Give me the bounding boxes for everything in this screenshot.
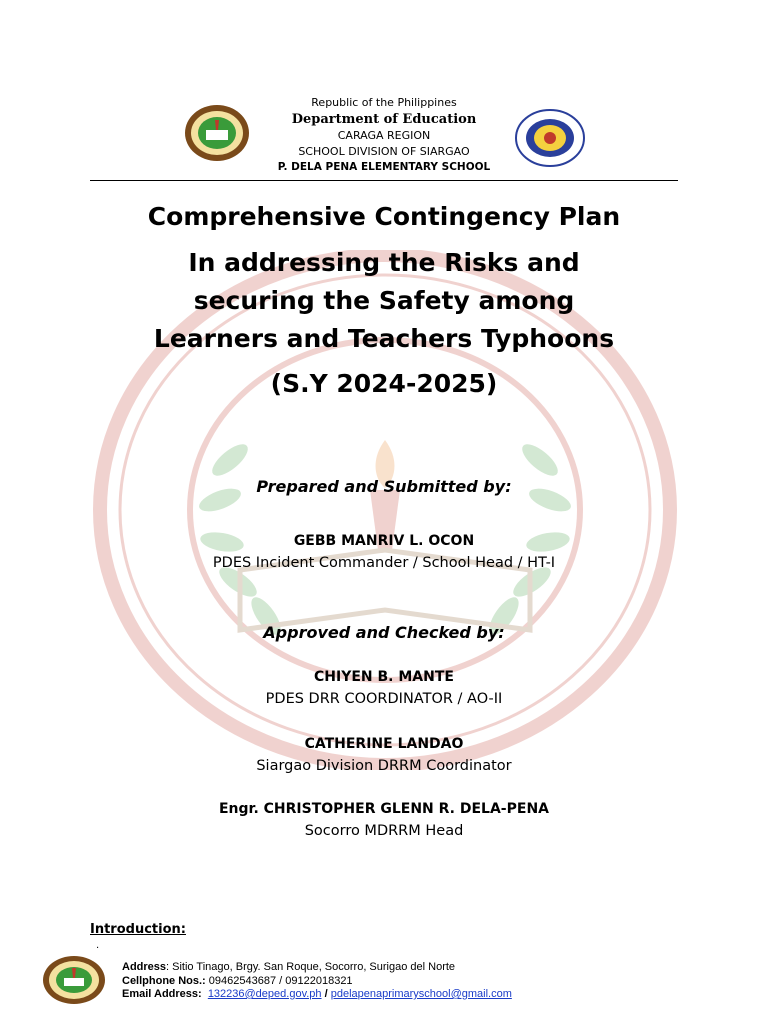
approver-1 — [60, 667, 708, 709]
school-year: (S.Y 2024-2025) — [270, 369, 498, 398]
header-divider — [90, 180, 678, 181]
approved-heading: Approved and Checked by: — [263, 623, 505, 642]
approver-3 — [60, 799, 708, 841]
region-line: CARAGA REGION — [337, 129, 431, 142]
introduction-heading: Introduction: — [90, 922, 186, 937]
subtitle-line-2: securing the Safety among — [193, 286, 575, 315]
bullet-dot: . — [96, 940, 100, 951]
address-value: : Sitio Tinago, Brgy. San Roque, Socorro, Surigao del Norte — [166, 961, 456, 973]
email-line — [122, 988, 512, 1002]
approver-name: CHIYEN B. MANTE — [314, 669, 454, 685]
preparer-name: GEBB MANRIV L. OCON — [293, 533, 475, 549]
division-line: SCHOOL DIVISION OF SIARGAO — [298, 145, 470, 158]
title-block — [60, 200, 708, 402]
main-title: Comprehensive Contingency Plan — [147, 202, 621, 231]
approver-role: PDES DRR COORDINATOR / AO-II — [265, 691, 503, 707]
preparer — [60, 531, 708, 573]
republic-line: Republic of the Philippines — [311, 96, 457, 109]
subtitle-line-3: Learners and Teachers Typhoons — [153, 324, 615, 353]
phone-label: Cellphone Nos.: — [122, 974, 206, 987]
approver-role: Socorro MDRRM Head — [304, 823, 464, 839]
phone-value: 09462543687 / 09122018321 — [205, 974, 353, 987]
preparer-role: PDES Incident Commander / School Head / HT-I — [212, 555, 556, 571]
prepared-section — [60, 476, 708, 498]
email-link-deped[interactable]: 132236@deped.gov.ph — [207, 988, 322, 1000]
email-link-gmail[interactable]: pdelapenaprimaryschool@gmail.com — [330, 988, 512, 1000]
school-name: P. DELA PENA ELEMENTARY SCHOOL — [277, 161, 491, 173]
letterhead — [0, 95, 768, 175]
footer-school-logo — [42, 955, 106, 1005]
footer-contact — [122, 961, 512, 1002]
approver-role: Siargao Division DRRM Coordinator — [256, 758, 512, 774]
subtitle-line-1: In addressing the Risks and — [188, 248, 580, 277]
approver-2 — [60, 734, 708, 776]
approved-section — [60, 622, 708, 644]
prepared-heading: Prepared and Submitted by: — [256, 477, 512, 496]
address-line — [122, 961, 512, 975]
approver-name: Engr. CHRISTOPHER GLENN R. DELA-PENA — [218, 801, 549, 817]
department-name: Department of Education — [291, 112, 477, 127]
email-label: Email Address: — [122, 988, 202, 1000]
email-separator: / — [321, 988, 331, 1000]
address-label: Address — [122, 961, 167, 973]
phone-line — [122, 975, 512, 989]
approver-name: CATHERINE LANDAO — [304, 736, 464, 752]
